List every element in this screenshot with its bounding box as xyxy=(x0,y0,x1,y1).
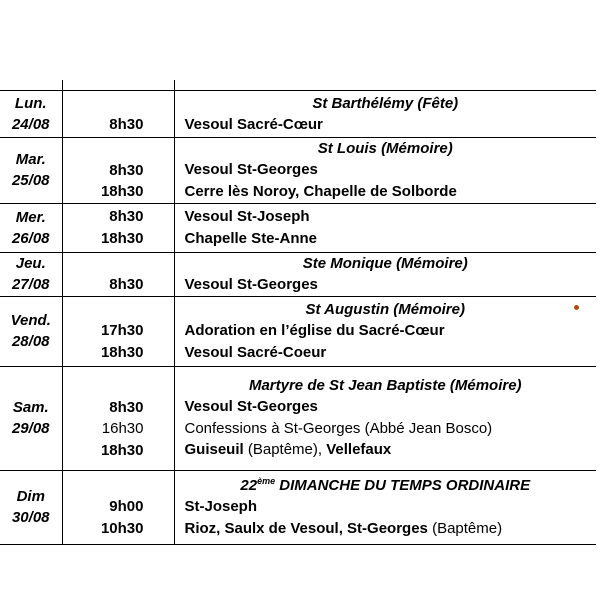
event-text-part: Vesoul Sacré-Cœur xyxy=(184,115,323,133)
stray-dot-mark xyxy=(574,305,579,310)
event-location xyxy=(175,181,597,203)
time-cell xyxy=(62,91,174,138)
liturgical-feast-title xyxy=(175,93,597,114)
event-time: 18h30 xyxy=(100,343,144,361)
event-location xyxy=(175,228,597,250)
event-text-part: (Baptême), xyxy=(243,441,327,459)
event-time: 8h30 xyxy=(109,116,144,133)
feast-ordinal-suffix: ème xyxy=(257,476,276,486)
detail-cell xyxy=(174,366,596,470)
date-label: 30/08 xyxy=(11,509,50,526)
date-label: 24/08 xyxy=(11,116,50,133)
time-cell xyxy=(62,296,174,366)
event-time: 8h30 xyxy=(109,398,144,416)
event-location xyxy=(175,439,597,461)
date-label: 25/08 xyxy=(11,172,50,190)
feast-text: Ste Monique (Mémoire) xyxy=(302,254,468,272)
event-time: 16h30 xyxy=(101,420,144,437)
schedule-row xyxy=(0,138,596,204)
day-cell xyxy=(0,138,62,204)
event-time: 18h30 xyxy=(100,183,144,200)
time-cell xyxy=(62,366,174,470)
day-cell xyxy=(0,252,62,296)
day-cell xyxy=(0,91,62,138)
mass-schedule-table xyxy=(0,90,596,545)
event-text-part: Confessions à St-Georges (Abbé Jean Bosco) xyxy=(184,419,493,437)
liturgical-feast-title xyxy=(175,253,597,274)
event-text-part: Rioz, Saulx de Vesoul, St-Georges xyxy=(184,519,428,537)
weekday-label: Mer. xyxy=(15,208,46,226)
event-location xyxy=(175,396,597,418)
feast-text: Martyre de St Jean Baptiste (Mémoire) xyxy=(248,377,522,395)
detail-cell xyxy=(174,91,596,138)
day-cell xyxy=(0,470,62,544)
date-label: 27/08 xyxy=(11,276,50,293)
weekday-label: Sam. xyxy=(12,399,49,416)
event-text-part: Adoration en l’église du Sacré-Cœur xyxy=(184,322,445,339)
event-text-part: Vesoul St-Joseph xyxy=(184,208,310,225)
event-text-part: Vesoul Sacré-Coeur xyxy=(184,343,327,361)
date-label: 29/08 xyxy=(11,420,50,437)
event-time: 8h30 xyxy=(109,161,144,179)
weekday-label: Lun. xyxy=(14,95,47,112)
event-text-part: Chapelle Ste-Anne xyxy=(184,229,318,247)
schedule-row xyxy=(0,203,596,252)
detail-cell xyxy=(174,470,596,544)
day-cell xyxy=(0,203,62,252)
event-text-part: Vesoul St-Georges xyxy=(184,398,318,416)
liturgical-feast-title xyxy=(175,375,597,396)
weekday-label: Dim xyxy=(16,488,45,505)
time-cell xyxy=(62,252,174,296)
liturgical-feast-title xyxy=(175,138,597,159)
event-location xyxy=(175,518,597,540)
feast-text: DIMANCHE DU TEMPS ORDINAIRE xyxy=(275,477,531,494)
day-cell xyxy=(0,296,62,366)
feast-text: St Louis (Mémoire) xyxy=(317,140,453,158)
event-text-part: Vesoul St-Georges xyxy=(184,161,318,179)
event-location xyxy=(175,320,597,342)
date-label: 28/08 xyxy=(11,333,50,350)
event-location xyxy=(175,159,597,181)
event-time: 9h00 xyxy=(109,498,144,516)
liturgical-feast-title xyxy=(175,475,597,496)
schedule-row xyxy=(0,470,596,544)
schedule-row xyxy=(0,91,596,138)
event-text-part: Vesoul St-Georges xyxy=(184,275,318,293)
event-location xyxy=(175,206,597,228)
detail-cell xyxy=(174,252,596,296)
time-cell xyxy=(62,138,174,204)
feast-number: 22 xyxy=(240,477,258,494)
day-cell xyxy=(0,366,62,470)
event-text-part: (Baptême) xyxy=(427,519,503,537)
event-text-part: Guiseuil xyxy=(184,441,244,459)
event-text-part: St-Joseph xyxy=(184,498,258,515)
event-time: 18h30 xyxy=(100,229,144,247)
date-label: 26/08 xyxy=(11,229,50,247)
weekday-label: Mar. xyxy=(15,151,46,169)
event-text-part: Cerre lès Noroy, Chapelle de Solborde xyxy=(184,182,457,200)
weekday-label: Vend. xyxy=(10,312,51,329)
event-time: 8h30 xyxy=(109,276,144,293)
schedule-row xyxy=(0,296,596,366)
schedule-row xyxy=(0,366,596,470)
time-cell xyxy=(62,470,174,544)
event-time: 8h30 xyxy=(109,208,144,225)
event-location xyxy=(175,418,597,440)
event-time: 18h30 xyxy=(100,441,144,459)
event-location xyxy=(175,274,597,296)
detail-cell xyxy=(174,203,596,252)
event-location xyxy=(175,496,597,518)
feast-text: St Augustin (Mémoire) xyxy=(305,301,465,318)
detail-cell xyxy=(174,138,596,204)
event-location xyxy=(175,342,597,364)
feast-text: St Barthélémy (Fête) xyxy=(312,94,459,112)
event-time: 17h30 xyxy=(100,322,144,340)
weekday-label: Jeu. xyxy=(15,255,46,272)
liturgical-feast-title xyxy=(175,299,597,320)
event-text-part: Vellefaux xyxy=(326,441,392,459)
schedule-row xyxy=(0,252,596,296)
detail-cell xyxy=(174,296,596,366)
event-time: 10h30 xyxy=(100,519,144,537)
event-location xyxy=(175,114,597,136)
time-cell xyxy=(62,203,174,252)
